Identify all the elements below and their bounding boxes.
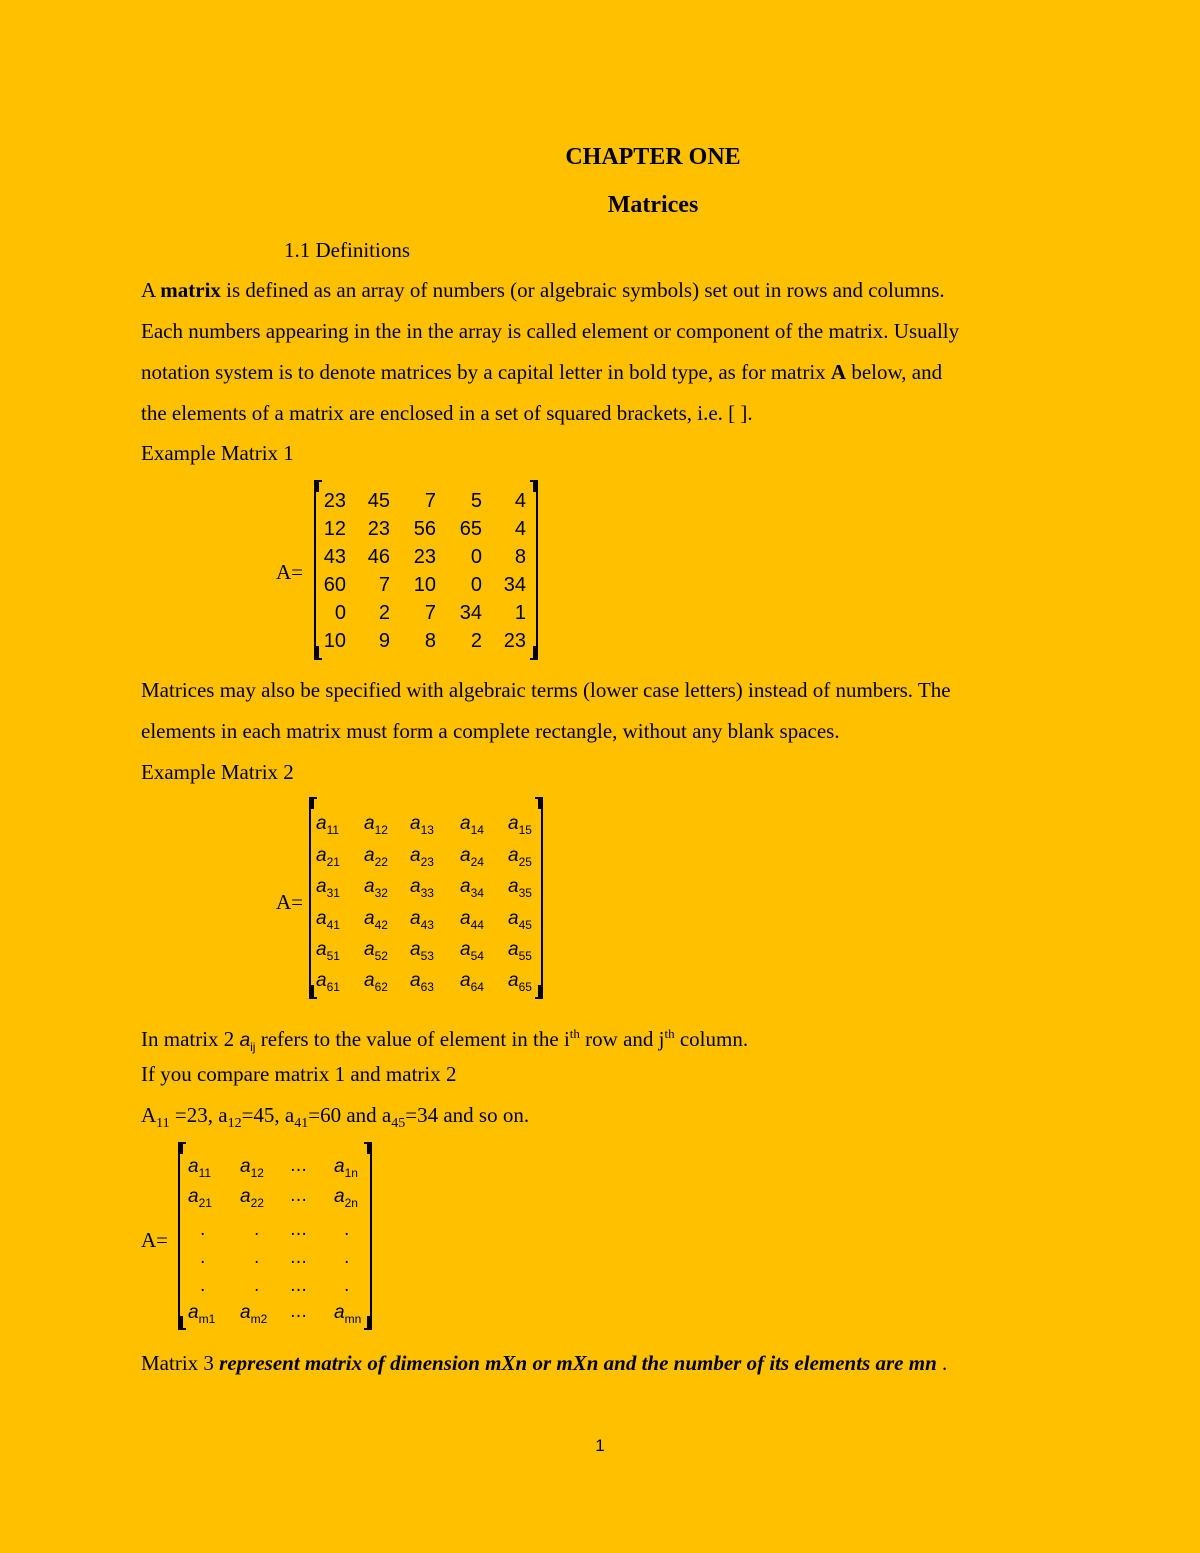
matrix3-cell-symbol: a (240, 1186, 251, 1207)
ellipsis-icon: … (290, 1186, 307, 1206)
matrix1-cell: 34 (459, 602, 482, 624)
matrix2-cell-symbol: a (316, 813, 327, 834)
matrix1-cell: 7 (424, 602, 436, 624)
ellipsis-icon: … (290, 1220, 307, 1240)
matrix2-cell-symbol: a (316, 970, 327, 991)
matrix2-cell-subscript: 35 (518, 885, 532, 900)
matrix1-cell: 23 (413, 546, 436, 568)
ellipsis-icon: … (290, 1248, 307, 1268)
matrix3-cell-subscript: mn (344, 1311, 362, 1326)
matrix2-cell (410, 939, 434, 963)
dot-icon: . (344, 1248, 350, 1268)
matrix3-cell-subscript: 21 (198, 1195, 212, 1210)
matrix1-cell: 10 (413, 574, 436, 596)
matrix2-cell-symbol: a (460, 939, 471, 960)
matrix1-cell: 56 (413, 518, 436, 540)
matrix1-cell: 46 (367, 546, 390, 568)
matrix3-cell-subscript: 11 (198, 1165, 212, 1180)
matrix2-cell (316, 876, 340, 900)
matrix1-cell: 7 (424, 490, 436, 512)
para5-sub2: 12 (227, 1116, 242, 1132)
matrix2-cell (316, 970, 340, 994)
matrix3-left-bracket (178, 1142, 186, 1330)
matrix2-label: A= (276, 890, 304, 914)
matrix1-cell: 60 (323, 574, 346, 596)
matrix2-cell-symbol: a (508, 939, 519, 960)
matrix2-cell (460, 970, 484, 994)
para5-sub1: 11 (156, 1116, 170, 1132)
matrix2-cell-symbol: a (410, 939, 421, 960)
matrix2-cell-subscript: 22 (374, 854, 388, 869)
matrix2-cell (364, 813, 388, 837)
matrix2-cell (364, 939, 388, 963)
matrix2-cell-subscript: 43 (420, 917, 434, 932)
matrix2 (309, 797, 543, 997)
matrix2-cell-symbol: a (364, 813, 375, 834)
matrix1-cell: 10 (323, 630, 346, 652)
matrix1-cell: 23 (367, 518, 390, 540)
matrix2-cell-subscript: 41 (326, 917, 340, 932)
matrix1-tick (533, 646, 538, 658)
matrix3-cell-subscript: m2 (250, 1311, 268, 1326)
matrix2-cell-subscript: 44 (470, 917, 484, 932)
matrix2-cell-subscript: 52 (374, 948, 388, 963)
algebraic-paragraph (141, 670, 951, 752)
matrix2-cell-symbol: a (508, 845, 519, 866)
matrix2-tick (309, 985, 314, 997)
para5-t4: =34 and so on. (405, 1103, 530, 1127)
matrix1-cell: 65 (459, 518, 482, 540)
matrix2-cell (316, 845, 340, 869)
matrix2-tick (309, 797, 314, 809)
matrix2-cell (508, 908, 532, 932)
matrix1-cell: 4 (514, 518, 526, 540)
matrix-a-bold: A (830, 360, 847, 384)
aij-letter: a (239, 1030, 251, 1051)
matrix2-cell (410, 813, 434, 837)
dot-icon: . (254, 1248, 260, 1268)
para1-line4: the elements of a matrix are enclosed in a set of squared brackets, i.e. [ ]. (141, 401, 753, 425)
matrix2-cell-subscript: 24 (470, 854, 484, 869)
matrix3-cell-symbol: a (188, 1302, 199, 1323)
para5-t3: =60 and a (308, 1103, 392, 1127)
matrix3 (178, 1142, 372, 1328)
matrix2-cell (460, 876, 484, 900)
matrix2-cell-subscript: 25 (518, 854, 532, 869)
matrix2-cell-subscript: 12 (374, 822, 388, 837)
dimension-emphasis: represent matrix of dimension mXn or mXn and the number of its elements are mn (219, 1351, 937, 1375)
matrix2-cell-symbol: a (316, 845, 327, 866)
matrix1-cell: 45 (367, 490, 390, 512)
matrix2-cell-symbol: a (508, 908, 519, 929)
matrix2-tick (538, 985, 543, 997)
matrix2-cell (508, 939, 532, 963)
matrix1-cell: 0 (334, 602, 346, 624)
dot-icon: . (200, 1248, 206, 1268)
matrix2-cell (460, 813, 484, 837)
matrix2-cell-symbol: a (460, 876, 471, 897)
dot-icon: . (344, 1276, 350, 1296)
matrix-term: matrix (160, 278, 221, 302)
para2-line2: elements in each matrix must form a complete rectangle, without any blank spaces. (141, 719, 840, 743)
matrix2-cell (364, 876, 388, 900)
matrix2-cell-symbol: a (316, 908, 327, 929)
matrix2-cell-subscript: 14 (470, 822, 484, 837)
matrix1-cell: 1 (514, 602, 526, 624)
para1-line1 (141, 270, 959, 311)
matrix3-cell (240, 1186, 264, 1210)
matrix2-cell (364, 908, 388, 932)
matrix2-cell (460, 845, 484, 869)
matrix1-cell: 8 (424, 630, 436, 652)
ellipsis-icon: … (290, 1156, 307, 1176)
matrix2-cell-subscript: 62 (374, 979, 388, 994)
dot-icon: . (200, 1276, 206, 1296)
matrix3-cell (334, 1186, 358, 1210)
example1-label: Example Matrix 1 (141, 441, 294, 465)
matrix2-cell (410, 908, 434, 932)
matrix2-cell-subscript: 51 (326, 948, 340, 963)
matrix2-cell-subscript: 31 (326, 885, 340, 900)
matrix2-cell (460, 939, 484, 963)
matrix2-cell-subscript: 42 (374, 917, 388, 932)
matrix2-tick (538, 797, 543, 809)
dot-icon: . (200, 1220, 206, 1240)
ellipsis-icon: … (290, 1302, 307, 1322)
matrix1 (314, 480, 538, 658)
matrix2-cell-symbol: a (508, 813, 519, 834)
matrix1-cell: 23 (503, 630, 526, 652)
matrix2-cell-symbol: a (410, 970, 421, 991)
matrix1-left-bracket (314, 480, 322, 660)
matrix2-cell-symbol: a (460, 908, 471, 929)
matrix3-cell (188, 1186, 212, 1210)
matrix2-cell-subscript: 13 (420, 822, 434, 837)
matrix2-cell (364, 845, 388, 869)
matrix2-cell (460, 908, 484, 932)
matrix3-cell-symbol: a (334, 1302, 345, 1323)
matrix2-cell-subscript: 32 (374, 885, 388, 900)
matrix3-label: A= (141, 1228, 169, 1252)
matrix2-cell-symbol: a (508, 970, 519, 991)
matrix2-cell-symbol: a (364, 970, 375, 991)
compare-line: If you compare matrix 1 and matrix 2 (141, 1062, 457, 1086)
matrix3-cell-symbol: a (240, 1156, 251, 1177)
matrix2-cell-symbol: a (410, 908, 421, 929)
matrix3-cell-symbol: a (188, 1186, 199, 1207)
matrix3-cell (188, 1302, 215, 1326)
page-number: 1 (595, 1436, 605, 1455)
matrix2-cell-symbol: a (460, 970, 471, 991)
matrix2-cell (410, 970, 434, 994)
matrix2-cell (316, 908, 340, 932)
matrix2-cell (508, 876, 532, 900)
matrix2-cell-subscript: 33 (420, 885, 434, 900)
dot-icon: . (254, 1220, 260, 1240)
para3-pre: In matrix 2 (141, 1027, 240, 1051)
matrix2-cell-subscript: 45 (518, 917, 532, 932)
matrix2-cell-symbol: a (410, 813, 421, 834)
matrix3-tick (178, 1316, 183, 1328)
para5-t1: =23, a (169, 1103, 228, 1127)
matrix3-cell-subscript: m1 (198, 1311, 216, 1326)
ellipsis-icon: … (290, 1276, 307, 1296)
para3-sup2: th (664, 1026, 675, 1041)
matrix2-cell (508, 970, 532, 994)
para1-line1-rest: is defined as an array of numbers (or algebraic symbols) set out in rows and columns. (220, 278, 945, 302)
matrix1-cell: 9 (378, 630, 390, 652)
element-values-line (141, 1095, 529, 1144)
matrix3-cell-symbol: a (334, 1156, 345, 1177)
matrix2-cell-symbol: a (410, 845, 421, 866)
matrix3-cell-subscript: 1n (344, 1165, 358, 1180)
matrix1-tick (314, 480, 319, 492)
matrix3-cell (188, 1156, 211, 1180)
matrix3-tick (367, 1316, 372, 1328)
matrix1-cell: 0 (470, 574, 482, 596)
para6-pre: Matrix 3 (141, 1351, 220, 1375)
matrix2-cell-symbol: a (364, 939, 375, 960)
para3-mid2: row and j (579, 1027, 665, 1051)
matrix3-cell-subscript: 2n (344, 1195, 358, 1210)
matrix2-cell-subscript: 15 (518, 822, 532, 837)
aij-symbol (239, 1030, 256, 1054)
matrix2-cell-symbol: a (316, 876, 327, 897)
matrix1-cell: 23 (323, 490, 346, 512)
matrix2-cell-subscript: 54 (470, 948, 484, 963)
definition-paragraph (141, 270, 959, 434)
matrix3-cell (334, 1156, 358, 1180)
matrix2-cell-subscript: 61 (326, 979, 340, 994)
matrix1-cell: 5 (470, 490, 482, 512)
matrix1-cell: 34 (503, 574, 526, 596)
para6-post: . (936, 1351, 948, 1375)
matrix2-cell (410, 845, 434, 869)
matrix1-cell: 12 (323, 518, 346, 540)
matrix2-cell (508, 813, 532, 837)
matrix2-cell-subscript: 64 (470, 979, 484, 994)
matrix2-cell-subscript: 23 (420, 854, 434, 869)
matrix3-cell-subscript: 12 (250, 1165, 264, 1180)
matrix2-cell-symbol: a (364, 908, 375, 929)
matrix1-tick (533, 480, 538, 492)
matrix2-cell-subscript: 63 (420, 979, 434, 994)
para5-sub4: 45 (391, 1116, 406, 1132)
para3-post: column. (674, 1027, 749, 1051)
matrix3-cell-symbol: a (188, 1156, 199, 1177)
matrix2-cell-symbol: a (460, 845, 471, 866)
para5-a: A (141, 1103, 157, 1127)
para5-t2: =45, a (241, 1103, 295, 1127)
matrix2-cell-subscript: 65 (518, 979, 532, 994)
matrix2-cell-subscript: 53 (420, 948, 434, 963)
matrix3-cell-subscript: 22 (250, 1195, 264, 1210)
matrix2-cell-subscript: 11 (326, 822, 340, 837)
matrix2-cell (410, 876, 434, 900)
matrix3-tick (178, 1142, 183, 1154)
matrix1-cell: 43 (323, 546, 346, 568)
dot-icon: . (344, 1220, 350, 1240)
subject-title: Matrices (607, 192, 699, 218)
para5-sub3: 41 (294, 1116, 309, 1132)
para1-line3-pre: notation system is to denote matrices by a capital letter in bold type, as for matrix (141, 360, 831, 384)
dot-icon: . (254, 1276, 260, 1296)
section-title: 1.1 Definitions (284, 238, 410, 262)
matrix1-label: A= (276, 560, 304, 584)
matrix3-cell (240, 1156, 264, 1180)
example2-label: Example Matrix 2 (141, 760, 294, 784)
matrix2-cell-symbol: a (410, 876, 421, 897)
matrix2-cell (316, 813, 339, 837)
matrix3-cell (334, 1302, 361, 1326)
matrix2-cell (508, 845, 532, 869)
para3-sup1: th (569, 1026, 580, 1041)
matrix3-tick (367, 1142, 372, 1154)
matrix2-cell-symbol: a (364, 876, 375, 897)
matrix1-cell: 0 (470, 546, 482, 568)
chapter-title: CHAPTER ONE (565, 144, 741, 170)
matrix2-cell-subscript: 34 (470, 885, 484, 900)
matrix1-cell: 7 (378, 574, 390, 596)
matrix2-cell-symbol: a (460, 813, 471, 834)
para1-line3-post: below, and (846, 360, 943, 384)
matrix3-right-bracket (364, 1142, 372, 1330)
matrix2-cell-symbol: a (316, 939, 327, 960)
matrix2-cell-subscript: 21 (326, 854, 340, 869)
matrix2-cell (316, 939, 340, 963)
matrix2-cell-symbol: a (364, 845, 375, 866)
matrix3-cell (240, 1302, 267, 1326)
matrix2-cell-symbol: a (508, 876, 519, 897)
matrix2-right-bracket (535, 797, 543, 999)
matrix1-tick (314, 646, 319, 658)
matrix1-cell: 4 (514, 490, 526, 512)
dimension-statement (141, 1343, 947, 1384)
para2-line1: Matrices may also be specified with algebraic terms (lower case letters) instead of numbers. The (141, 678, 951, 702)
matrix3-cell-symbol: a (334, 1186, 345, 1207)
matrix3-cell-symbol: a (240, 1302, 251, 1323)
matrix1-cell: 2 (470, 630, 482, 652)
matrix2-cell (364, 970, 388, 994)
para1-line2: Each numbers appearing in the in the array is called element or component of the matrix. Usually (141, 319, 960, 343)
matrix1-right-bracket (530, 480, 538, 660)
matrix2-cell-subscript: 55 (518, 948, 532, 963)
matrix1-cell: 2 (378, 602, 390, 624)
para3-mid1: refers to the value of element in the i (255, 1027, 570, 1051)
matrix1-cell: 8 (514, 546, 526, 568)
aij-subscript: ij (250, 1039, 256, 1054)
para1-line3 (141, 352, 959, 393)
para1-prefix: A (141, 278, 161, 302)
